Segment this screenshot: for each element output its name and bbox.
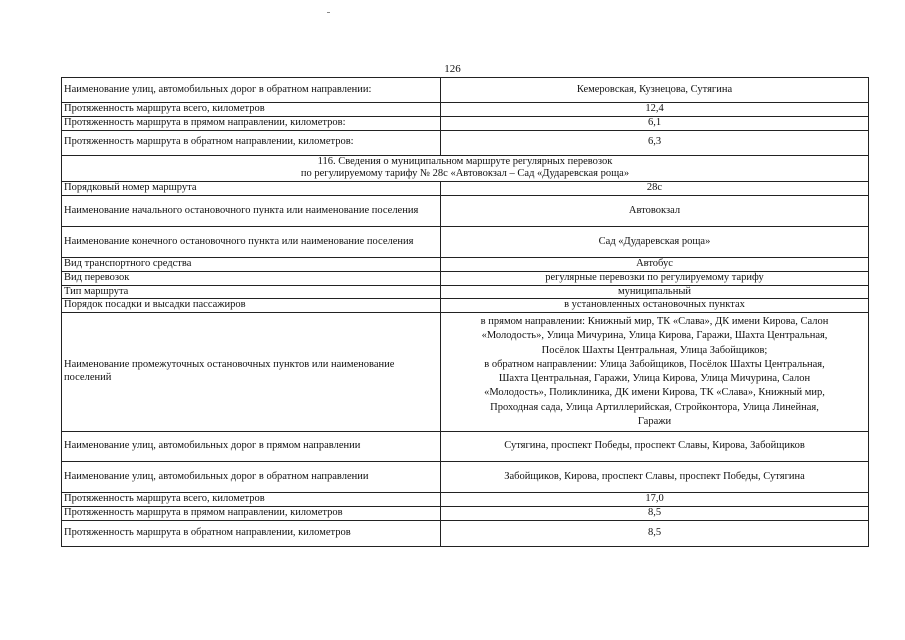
row-value: 17,0 (441, 493, 869, 507)
row-value: регулярные перевозки по регулируемому тарифу (441, 271, 869, 285)
route-info-table (61, 77, 869, 547)
table-row (62, 506, 869, 520)
scan-mark (327, 12, 330, 13)
row-value: 28с (441, 182, 869, 196)
row-value: 6,3 (441, 130, 869, 155)
row-value: муниципальный (441, 285, 869, 299)
table-row (62, 520, 869, 546)
table-row (62, 271, 869, 285)
row-label: Вид транспортного средства (62, 257, 441, 271)
row-value: 8,5 (441, 506, 869, 520)
section-heading-line: по регулируемому тарифу № 28с «Автовокзал – Сад «Дударевская роща» (300, 168, 630, 180)
table-row (62, 130, 869, 155)
row-value: Забойщиков, Кирова, проспект Славы, проспект Победы, Сутягина (441, 462, 869, 493)
stops-row (62, 313, 869, 432)
table-row (62, 78, 869, 103)
row-value: 8,5 (441, 520, 869, 546)
row-label: Протяженность маршрута в обратном направлении, километров: (62, 130, 441, 155)
row-label: Наименование начального остановочного пункта или наименование поселения (62, 195, 441, 226)
stops-line: в обратном направлении: Улица Забойщиков, Посёлок Шахты Центральная, (484, 358, 825, 370)
section-heading-line: 116. Сведения о муниципальном маршруте регулярных перевозок (317, 155, 613, 167)
section-heading (62, 155, 869, 182)
stops-line: в прямом направлении: Книжный мир, ТК «Слава», ДК имени Кирова, Салон (480, 316, 829, 328)
table-row (62, 226, 869, 257)
row-value: Автовокзал (441, 195, 869, 226)
row-label: Порядковый номер маршрута (62, 182, 441, 196)
table-row (62, 182, 869, 196)
stops-line: «Молодость», Улица Мичурина, Улица Кирова, Гаражи, Шахта Центральная, (481, 330, 828, 342)
row-label: Протяженность маршрута в прямом направлении, километров (62, 506, 441, 520)
row-value: Кемеровская, Кузнецова, Сутягина (441, 78, 869, 103)
section-heading-row (62, 155, 869, 182)
row-label: Вид перевозок (62, 271, 441, 285)
table-row (62, 257, 869, 271)
table-row (62, 432, 869, 462)
row-value: 12,4 (441, 103, 869, 117)
table-row (62, 195, 869, 226)
row-value: 6,1 (441, 116, 869, 130)
row-value: Автобус (441, 257, 869, 271)
page-number: 126 (444, 63, 461, 75)
row-label: Протяженность маршрута всего, километров (62, 493, 441, 507)
stops-line: Посёлок Шахты Центральная, Улица Забойщиков; (541, 344, 768, 356)
row-value: Сутягина, проспект Победы, проспект Славы, Кирова, Забойщиков (441, 432, 869, 462)
stops-list (441, 313, 869, 432)
stops-line: Гаражи (637, 415, 672, 427)
table-row (62, 462, 869, 493)
table-row (62, 285, 869, 299)
row-label: Наименование промежуточных остановочных пунктов или наименование поселений (62, 313, 441, 432)
row-label: Наименование улиц, автомобильных дорог в прямом направлении (62, 432, 441, 462)
table-row (62, 116, 869, 130)
row-label: Протяженность маршрута в прямом направлении, километров: (62, 116, 441, 130)
row-label: Протяженность маршрута в обратном направлении, километров (62, 520, 441, 546)
row-value: Сад «Дударевская роща» (441, 226, 869, 257)
table-row (62, 493, 869, 507)
table-row (62, 299, 869, 313)
stops-line: «Молодость», Поликлиника, ДК имени Кирова, ТК «Слава», Книжный мир, (484, 387, 825, 399)
row-label: Наименование конечного остановочного пункта или наименование поселения (62, 226, 441, 257)
stops-line: Шахта Центральная, Гаражи, Улица Кирова, Улица Мичурина, Салон (498, 373, 811, 385)
row-label: Порядок посадки и высадки пассажиров (62, 299, 441, 313)
stops-line: Проходная сада, Улица Артиллерийская, Стройконтора, Улица Линейная, (490, 401, 819, 413)
row-label: Протяженность маршрута всего, километров (62, 103, 441, 117)
row-value: в установленных остановочных пунктах (441, 299, 869, 313)
table-row (62, 103, 869, 117)
row-label: Тип маршрута (62, 285, 441, 299)
row-label: Наименование улиц, автомобильных дорог в обратном направлении (62, 462, 441, 493)
row-label: Наименование улиц, автомобильных дорог в обратном направлении: (62, 78, 441, 103)
